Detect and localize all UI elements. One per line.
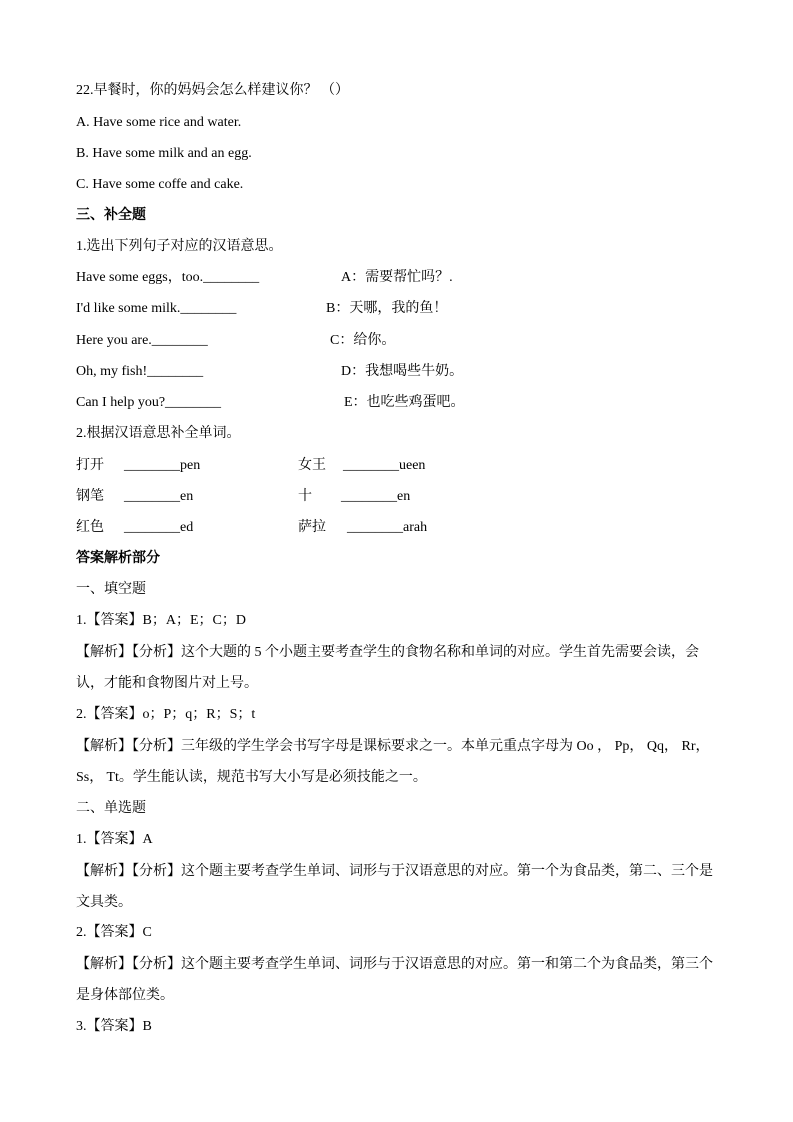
option-c: C. Have some coffe and cake.: [76, 177, 244, 192]
matching-zh-4: D：我想喝些牛奶。: [341, 364, 464, 379]
matching-zh-1: A：需要帮忙吗？.: [341, 270, 453, 285]
analysis-2-2-text: 【解析】【分析】这个题主要考查学生单词、词形与于汉语意思的对应。第一和第二个为食品类，第三个是身体部位类。: [76, 957, 713, 1003]
matching-instruction: 1.选出下列句子对应的汉语意思。: [76, 239, 283, 254]
analysis-2-1: [76, 856, 721, 918]
word-completion-instruction: 2.根据汉语意思补全单词。: [76, 426, 241, 441]
word-zh-5: 红色: [76, 520, 104, 535]
word-zh-6: 萨拉: [298, 520, 326, 535]
matching-zh-3: C：给你。: [330, 333, 396, 348]
answer-2-3: 3.【答案】B: [76, 1019, 152, 1034]
question-22: 22.早餐时，你的妈妈会怎么样建议你？ （）: [76, 83, 349, 98]
analysis-1-1: [76, 637, 721, 699]
word-zh-2: 女王: [298, 458, 326, 473]
word-blank-3: ________en: [124, 489, 194, 504]
word-blank-4: ________en: [341, 489, 411, 504]
analysis-1-2: [76, 731, 721, 793]
word-blank-6: ________arah: [347, 520, 428, 535]
matching-en-2: I'd like some milk.________: [76, 301, 237, 316]
word-blank-5: ________ed: [124, 520, 194, 535]
analysis-1-2-text: 【解析】【分析】三年级的学生学会书写字母是课标要求之一。本单元重点字母为 Oo ， Pp， Qq， Rr， Ss， Tt。学生能认读，规范书写大小写是必须技能之一。: [76, 739, 710, 785]
matching-en-4: Oh, my fish!________: [76, 364, 204, 379]
option-a: A. Have some rice and water.: [76, 115, 242, 130]
part1-heading: 一、填空题: [76, 582, 146, 597]
word-zh-1: 打开: [76, 458, 104, 473]
answer-1-1: 1.【答案】B；A；E；C；D: [76, 613, 246, 628]
option-b: B. Have some milk and an egg.: [76, 146, 252, 161]
word-zh-4: 十: [298, 489, 312, 504]
word-blank-1: ________pen: [124, 458, 201, 473]
answers-heading: 答案解析部分: [76, 551, 160, 566]
word-zh-3: 钢笔: [76, 489, 104, 504]
answer-1-2: 2.【答案】o；P；q；R；S；t: [76, 707, 256, 722]
part2-heading: 二、单选题: [76, 801, 146, 816]
matching-zh-2: B：天哪，我的鱼！: [326, 301, 448, 316]
analysis-2-1-text: 【解析】【分析】这个题主要考查学生单词、词形与于汉语意思的对应。第一个为食品类，第二、三个是文具类。: [76, 864, 713, 910]
analysis-2-2: [76, 949, 721, 1011]
answer-2-2: 2.【答案】C: [76, 925, 152, 940]
matching-en-3: Here you are.________: [76, 333, 208, 348]
answer-2-1: 1.【答案】A: [76, 832, 153, 847]
matching-en-5: Can I help you?________: [76, 395, 222, 410]
matching-zh-5: E：也吃些鸡蛋吧。: [344, 395, 465, 410]
section-heading-completion: 三、补全题: [76, 208, 146, 223]
word-blank-2: ________ueen: [343, 458, 426, 473]
analysis-1-1-text: 【解析】【分析】这个大题的 5 个小题主要考查学生的食物名称和单词的对应。学生首先需要会读，会认，才能和食物图片对上号。: [76, 645, 699, 691]
matching-en-1: Have some eggs，too.________: [76, 270, 260, 285]
